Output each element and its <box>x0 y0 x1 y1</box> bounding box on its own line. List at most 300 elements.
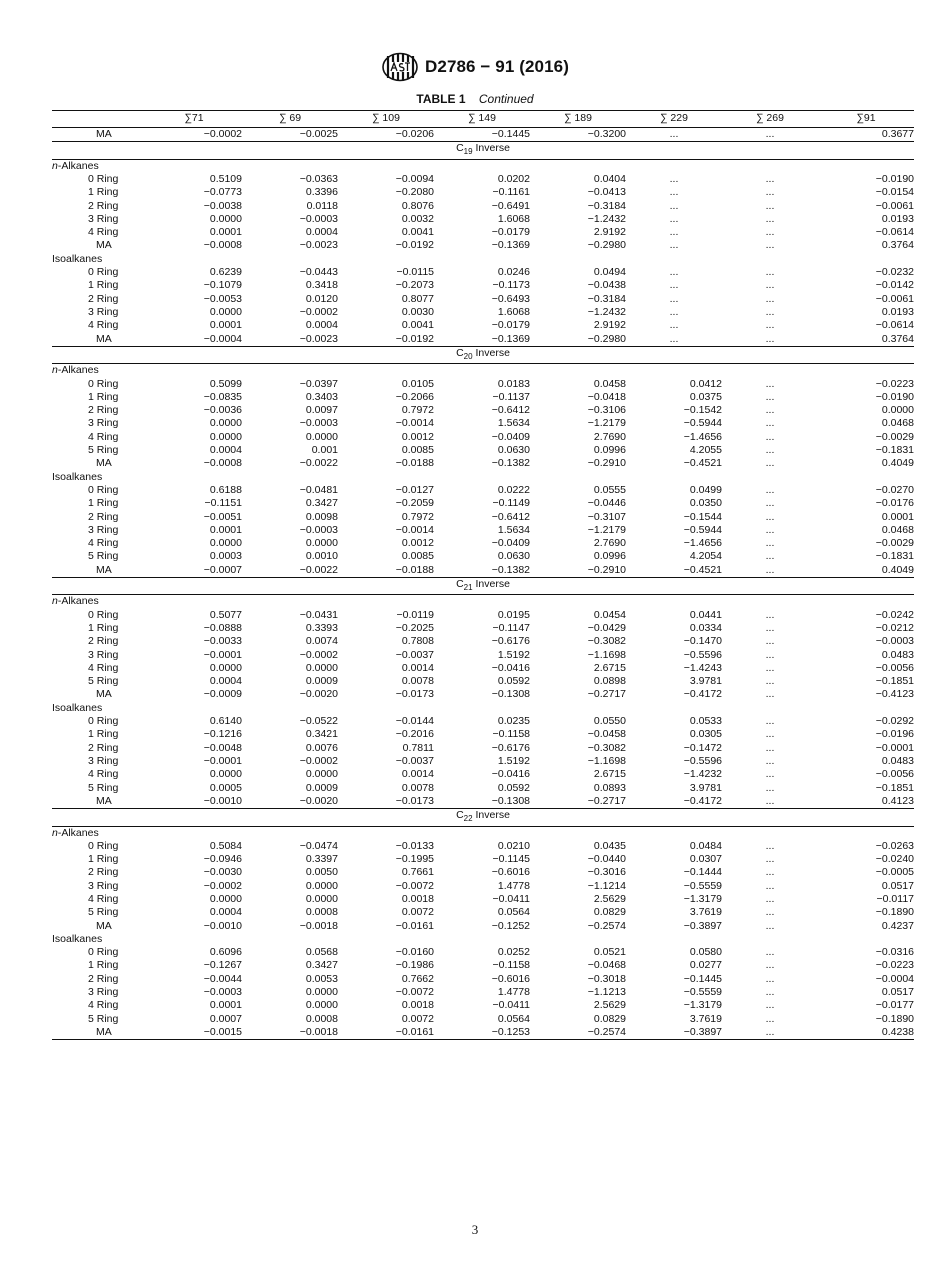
table-cell: 0.0235 <box>497 715 530 728</box>
table-cell: 2.6715 <box>593 661 626 674</box>
table-cell: −0.0002 <box>203 128 242 140</box>
table-cell: −0.0037 <box>395 648 434 661</box>
table-cell: 0.0018 <box>401 893 434 905</box>
table-cell: 0.0555 <box>593 483 626 496</box>
table-cell: −1.3179 <box>683 999 722 1012</box>
table-cell: 0.5084 <box>209 839 242 852</box>
table-row <box>52 893 914 906</box>
table-cell: 0.0246 <box>497 266 530 279</box>
table-cell: ... <box>669 172 679 185</box>
table-cell: −1.2432 <box>587 212 626 225</box>
table-cell: −0.1831 <box>875 444 914 457</box>
table-cell: 0.0000 <box>305 661 338 674</box>
row-label: 0 Ring <box>88 483 119 496</box>
table-cell: −0.1542 <box>683 404 722 417</box>
table-row <box>52 524 914 537</box>
table-cell: −0.2910 <box>587 563 626 576</box>
table-cell: −0.1445 <box>491 128 530 140</box>
table-cell: ... <box>765 999 775 1012</box>
table-cell: −0.3082 <box>587 635 626 648</box>
table-cell: −0.0022 <box>299 457 338 470</box>
row-label: 0 Ring <box>88 715 119 728</box>
table-cell: −0.0030 <box>203 866 242 879</box>
table-cell: ... <box>669 239 679 252</box>
table-cell: 0.5099 <box>209 377 242 390</box>
table-cell: 0.0183 <box>497 377 530 390</box>
table-cell: −0.5944 <box>683 417 722 430</box>
table-cell: 0.0435 <box>593 839 626 852</box>
table-cell: 0.0000 <box>209 661 242 674</box>
table-cell: −0.0119 <box>396 608 434 621</box>
table-cell: 0.0000 <box>305 999 338 1012</box>
table-cell: 0.0072 <box>401 906 434 919</box>
table-cell: −0.1308 <box>491 688 530 701</box>
table-cell: ... <box>765 199 775 212</box>
table-cell: −0.4521 <box>683 457 722 470</box>
table-row <box>52 378 914 391</box>
table-cell: 0.0009 <box>305 675 338 688</box>
table-cell: −0.3897 <box>626 1026 722 1040</box>
table-cell: ... <box>765 621 775 634</box>
table-cell: 0.7662 <box>401 972 434 985</box>
table-cell: ... <box>669 212 679 225</box>
table-caption-label: TABLE 1 <box>416 92 466 106</box>
table-cell: 1.4778 <box>497 986 530 999</box>
table-cell: −0.0190 <box>875 172 914 185</box>
table-cell: −0.0015 <box>146 1026 242 1040</box>
table-cell: ... <box>669 292 679 305</box>
table-cell: −0.0179 <box>491 226 530 239</box>
column-header: ∑ 109 <box>338 111 434 128</box>
table-cell: −0.1986 <box>395 959 434 972</box>
table-cell: −0.5559 <box>683 879 722 892</box>
table-cell: −0.0001 <box>875 741 914 754</box>
table-cell: ... <box>765 226 775 239</box>
table-row <box>52 1013 914 1026</box>
table-cell: −0.6016 <box>491 972 530 985</box>
row-label: 2 Ring <box>88 635 119 648</box>
table-cell: −0.5596 <box>683 648 722 661</box>
table-cell: −0.3107 <box>587 510 626 523</box>
table-cell: −0.2025 <box>395 621 434 634</box>
table-cell: −0.0008 <box>203 239 242 252</box>
table-cell: −0.0773 <box>203 186 242 199</box>
table-cell: 0.0499 <box>689 483 722 496</box>
table-cell: ... <box>669 319 679 332</box>
table-cell: 0.0193 <box>881 305 914 318</box>
table-cell: 0.0521 <box>593 946 626 959</box>
table-row <box>52 417 914 430</box>
table-row <box>52 920 914 933</box>
row-label: MA <box>96 128 112 140</box>
row-label: 0 Ring <box>88 377 119 390</box>
table-cell: −0.0212 <box>875 621 914 634</box>
column-header: ∑91 <box>818 111 914 128</box>
table-cell: −0.0223 <box>875 377 914 390</box>
table-cell: ... <box>765 172 775 185</box>
table-cell: 0.3421 <box>305 728 338 741</box>
table-cell: −0.0003 <box>299 212 338 225</box>
table-cell: ... <box>765 319 775 332</box>
table-cell: −0.0614 <box>875 319 914 332</box>
table-cell: 0.0001 <box>209 523 242 536</box>
table-cell: −0.0142 <box>875 279 914 292</box>
table-cell: 0.3403 <box>305 390 338 403</box>
page-number: 3 <box>471 1222 479 1237</box>
table-cell: −0.1382 <box>491 457 530 470</box>
table-cell: −0.0004 <box>875 972 914 985</box>
table-cell: −0.0056 <box>875 768 914 781</box>
group-title: Isoalkanes <box>52 470 103 483</box>
table-cell: −1.2179 <box>587 417 626 430</box>
table-cell: 0.3764 <box>881 332 914 345</box>
table-cell: 4.2055 <box>689 444 722 457</box>
table-cell: 0.0893 <box>593 781 626 794</box>
table-cell: −0.1158 <box>492 728 530 741</box>
table-cell: 0.0630 <box>497 550 530 563</box>
section-header-row <box>52 142 914 159</box>
table-cell: −0.1995 <box>395 853 434 866</box>
table-cell: 0.0898 <box>593 675 626 688</box>
table-cell: 0.0202 <box>497 172 530 185</box>
table-cell: 0.6096 <box>209 946 242 959</box>
table-cell: 2.6715 <box>593 768 626 781</box>
table-cell: −0.1382 <box>491 563 530 576</box>
table-cell: −0.4172 <box>683 688 722 701</box>
table-cell: −0.0008 <box>203 457 242 470</box>
row-label: 2 Ring <box>88 292 119 305</box>
table-cell: 0.0001 <box>881 510 914 523</box>
table-cell: −0.0240 <box>875 853 914 866</box>
table-cell: 0.3427 <box>305 497 338 510</box>
table-cell: −0.6016 <box>491 866 530 879</box>
table-cell: −0.0051 <box>203 510 242 523</box>
table-cell: 0.8077 <box>401 292 434 305</box>
table-cell: −0.3897 <box>683 919 722 932</box>
table-cell: 0.0001 <box>209 226 242 239</box>
row-label: 5 Ring <box>88 781 119 794</box>
table-row <box>52 999 914 1012</box>
table-cell: ... <box>765 510 775 523</box>
table-cell: 0.0550 <box>593 715 626 728</box>
table-row <box>52 1026 914 1040</box>
table-cell: 0.0517 <box>881 986 914 999</box>
table-cell: −0.0440 <box>587 853 626 866</box>
table-cell: −0.1216 <box>203 728 242 741</box>
table-cell: ... <box>765 715 775 728</box>
table-cell: −0.0029 <box>875 430 914 443</box>
table-cell: 0.0195 <box>497 608 530 621</box>
table-row <box>52 306 914 319</box>
table-cell: 0.0041 <box>401 226 434 239</box>
table-cell: −0.0363 <box>299 172 338 185</box>
table-cell: −0.0411 <box>492 893 530 905</box>
table-row <box>52 564 914 578</box>
table-cell: 0.0210 <box>497 839 530 852</box>
table-cell: ... <box>765 608 775 621</box>
table-row <box>52 959 914 972</box>
table-cell: −0.1851 <box>875 781 914 794</box>
table-cell: 0.0517 <box>881 879 914 892</box>
table-cell: −0.2980 <box>587 332 626 345</box>
table-cell: −0.0188 <box>395 457 434 470</box>
table-cell: −0.1151 <box>204 497 242 510</box>
table-cell: 0.0564 <box>497 906 530 919</box>
table-cell: ... <box>669 186 679 199</box>
table-cell: −1.2432 <box>587 305 626 318</box>
table-cell: −0.0438 <box>587 279 626 292</box>
table-cell: −0.3184 <box>587 199 626 212</box>
table-cell: −0.6176 <box>491 635 530 648</box>
section-title: $C_{21}$ Inverse <box>52 577 914 594</box>
group-header-row <box>52 702 914 715</box>
table-cell: ... <box>765 635 775 648</box>
table-cell: 0.4049 <box>881 457 914 470</box>
table-cell: 0.0050 <box>305 866 338 879</box>
table-cell: ... <box>765 404 775 417</box>
table-cell: ... <box>765 305 775 318</box>
table-cell: ... <box>669 199 679 212</box>
table-cell: −0.0481 <box>299 483 338 496</box>
row-label: MA <box>52 1026 146 1040</box>
table-cell: −0.3018 <box>587 972 626 985</box>
group-title: n-Alkanes <box>52 364 99 377</box>
table-cell: ... <box>765 781 775 794</box>
table-cell: 0.3677 <box>881 128 914 140</box>
table-cell: −0.2574 <box>587 919 626 932</box>
table-cell: 0.0014 <box>401 768 434 781</box>
table-cell: −0.3016 <box>587 866 626 879</box>
table-cell: 0.0098 <box>305 510 338 523</box>
table-cell: −0.1252 <box>491 919 530 932</box>
table-row <box>52 755 914 768</box>
table-cell: 0.0000 <box>305 430 338 443</box>
table-row <box>52 635 914 648</box>
table-cell: ... <box>765 688 775 701</box>
table-cell: −0.0144 <box>395 715 434 728</box>
table-cell: −0.0020 <box>299 688 338 701</box>
table-cell: −1.3179 <box>683 893 722 905</box>
column-header: ∑ 229 <box>626 111 722 128</box>
table-cell: −0.1145 <box>492 853 530 866</box>
table-cell: −0.2574 <box>530 1026 626 1040</box>
table-cell: −0.0005 <box>875 866 914 879</box>
table-row <box>52 431 914 444</box>
table-cell: 0.0041 <box>401 319 434 332</box>
table-cell: −0.0127 <box>395 483 434 496</box>
table-row <box>52 675 914 688</box>
row-label: MA <box>96 332 112 345</box>
table-cell: ... <box>765 879 775 892</box>
table-cell: −0.0416 <box>491 768 530 781</box>
column-header: ∑ 269 <box>722 111 818 128</box>
table-row <box>52 213 914 226</box>
table-cell: 2.5629 <box>593 893 626 905</box>
row-label: 3 Ring <box>88 879 119 892</box>
table-cell: ... <box>765 332 775 345</box>
table-cell: 0.0334 <box>689 621 722 634</box>
table-caption <box>0 92 950 106</box>
table-cell: −0.3082 <box>587 741 626 754</box>
table-cell: 0.0441 <box>689 608 722 621</box>
row-label: 4 Ring <box>88 226 119 239</box>
table-cell: 0.3397 <box>305 853 338 866</box>
table-cell: ... <box>765 390 775 403</box>
row-label: 4 Ring <box>88 893 119 905</box>
table-cell: 0.7811 <box>402 741 434 754</box>
table-cell: −0.0192 <box>395 332 434 345</box>
table-row <box>52 609 914 622</box>
table-row <box>52 404 914 417</box>
table-cell: 0.0105 <box>401 377 434 390</box>
table-cell: ... <box>765 839 775 852</box>
table-cell: ... <box>765 497 775 510</box>
table-cell: −0.0014 <box>395 523 434 536</box>
table-cell: 3.9781 <box>689 675 722 688</box>
table-cell: −0.1149 <box>492 497 530 510</box>
table-cell: −0.1890 <box>875 906 914 919</box>
table-cell: ... <box>765 377 775 390</box>
table-cell: ... <box>765 239 775 252</box>
table-cell: −0.0223 <box>875 959 914 972</box>
table-cell: −0.0002 <box>299 305 338 318</box>
table-cell: −0.0397 <box>299 377 338 390</box>
table-row <box>52 946 914 959</box>
table-row <box>52 550 914 563</box>
table-row <box>52 853 914 866</box>
table-cell: −0.0429 <box>587 621 626 634</box>
table-row <box>52 728 914 741</box>
table-cell: −0.0038 <box>203 199 242 212</box>
table-cell: 0.0076 <box>305 741 338 754</box>
table-cell: −1.1698 <box>587 648 626 661</box>
table-cell: −0.0072 <box>395 986 434 999</box>
table-cell: −0.0409 <box>491 537 530 550</box>
table-cell: 0.0030 <box>401 305 434 318</box>
column-header: ∑ 189 <box>530 111 626 128</box>
section-header-row <box>52 577 914 594</box>
table-cell: 0.3764 <box>881 239 914 252</box>
row-label: 0 Ring <box>88 608 119 621</box>
table-cell: −0.0443 <box>299 266 338 279</box>
table-cell: −1.1214 <box>587 879 626 892</box>
table-cell: 0.0012 <box>401 430 434 443</box>
table-cell: −0.1137 <box>492 390 530 403</box>
table-cell: ... <box>669 332 679 345</box>
table-row <box>52 226 914 239</box>
table-cell: −0.4123 <box>875 688 914 701</box>
table-cell: 0.0010 <box>305 550 338 563</box>
table-cell: ... <box>765 768 775 781</box>
table-cell: 0.0000 <box>305 537 338 550</box>
table-cell: 0.0305 <box>689 728 722 741</box>
table-cell: ... <box>765 212 775 225</box>
table-cell: −0.1158 <box>492 959 530 972</box>
row-label: 5 Ring <box>88 444 119 457</box>
table-cell: ... <box>765 946 775 959</box>
row-label: 2 Ring <box>88 972 119 985</box>
table-cell: −0.5596 <box>683 754 722 767</box>
table-cell: 0.0001 <box>209 319 242 332</box>
table-cell: 0.3418 <box>305 279 338 292</box>
table-cell: −0.1369 <box>491 239 530 252</box>
table-cell: −0.2059 <box>395 497 434 510</box>
group-title: Isoalkanes <box>52 701 103 714</box>
row-label: 2 Ring <box>88 866 119 879</box>
table-cell: −0.0022 <box>299 563 338 576</box>
table-cell: 0.0568 <box>305 946 338 959</box>
table-row <box>52 866 914 879</box>
table-cell: −0.1079 <box>203 279 242 292</box>
table-cell: 0.3427 <box>305 959 338 972</box>
table-cell: −0.0003 <box>299 417 338 430</box>
document-title: D2786 − 91 (2016) <box>425 57 569 76</box>
table-header-row <box>52 111 914 128</box>
table-row <box>52 649 914 662</box>
table-cell: −0.2066 <box>395 390 434 403</box>
table-cell: ... <box>765 728 775 741</box>
table-cell: 0.7661 <box>401 866 434 879</box>
table-cell: 0.0053 <box>305 972 338 985</box>
table-cell: 0.7972 <box>401 404 434 417</box>
table-cell: −0.1851 <box>875 675 914 688</box>
table-cell: −0.0025 <box>299 128 338 140</box>
row-label: 1 Ring <box>88 390 119 403</box>
table-cell: 0.0004 <box>305 319 338 332</box>
table-cell: ... <box>765 853 775 866</box>
table-row <box>52 279 914 292</box>
table-cell: −0.2717 <box>587 688 626 701</box>
group-header-row <box>52 253 914 266</box>
table-cell: 0.0996 <box>593 550 626 563</box>
table-cell: −0.0029 <box>875 537 914 550</box>
row-label: 4 Ring <box>88 430 119 443</box>
table-row <box>52 715 914 728</box>
table-cell: 0.0074 <box>305 635 338 648</box>
table-cell: −1.4243 <box>683 661 722 674</box>
table-cell: −0.0048 <box>203 741 242 754</box>
table-row <box>52 537 914 550</box>
table-cell: 0.0458 <box>593 377 626 390</box>
table-row <box>52 840 914 853</box>
table-row <box>52 293 914 306</box>
table-cell: 0.0000 <box>209 430 242 443</box>
table-cell: −0.4172 <box>683 794 722 807</box>
table-row <box>52 906 914 919</box>
row-label: 1 Ring <box>88 853 119 866</box>
table-cell: −0.0232 <box>875 266 914 279</box>
table-cell: 0.0484 <box>689 839 722 852</box>
table-cell: −0.0018 <box>299 919 338 932</box>
table-cell: 0.6140 <box>209 715 242 728</box>
table-cell: 0.0018 <box>401 999 434 1012</box>
column-header-label <box>52 111 146 128</box>
table-cell: −0.0888 <box>203 621 242 634</box>
table-cell: 0.0193 <box>881 212 914 225</box>
table-row <box>52 742 914 755</box>
table-cell: 0.0072 <box>401 1012 434 1025</box>
table-cell: 0.0000 <box>305 768 338 781</box>
table-cell: −0.0446 <box>587 497 626 510</box>
section-title: $C_{19}$ Inverse <box>52 142 914 159</box>
table-cell: −0.0154 <box>875 186 914 199</box>
table-cell: 2.9192 <box>593 319 626 332</box>
table-cell: −0.0003 <box>875 635 914 648</box>
table-cell: −0.0173 <box>395 794 434 807</box>
table-cell: 0.0468 <box>881 417 914 430</box>
table-cell: 0.6239 <box>209 266 242 279</box>
table-cell: −0.0033 <box>203 635 242 648</box>
